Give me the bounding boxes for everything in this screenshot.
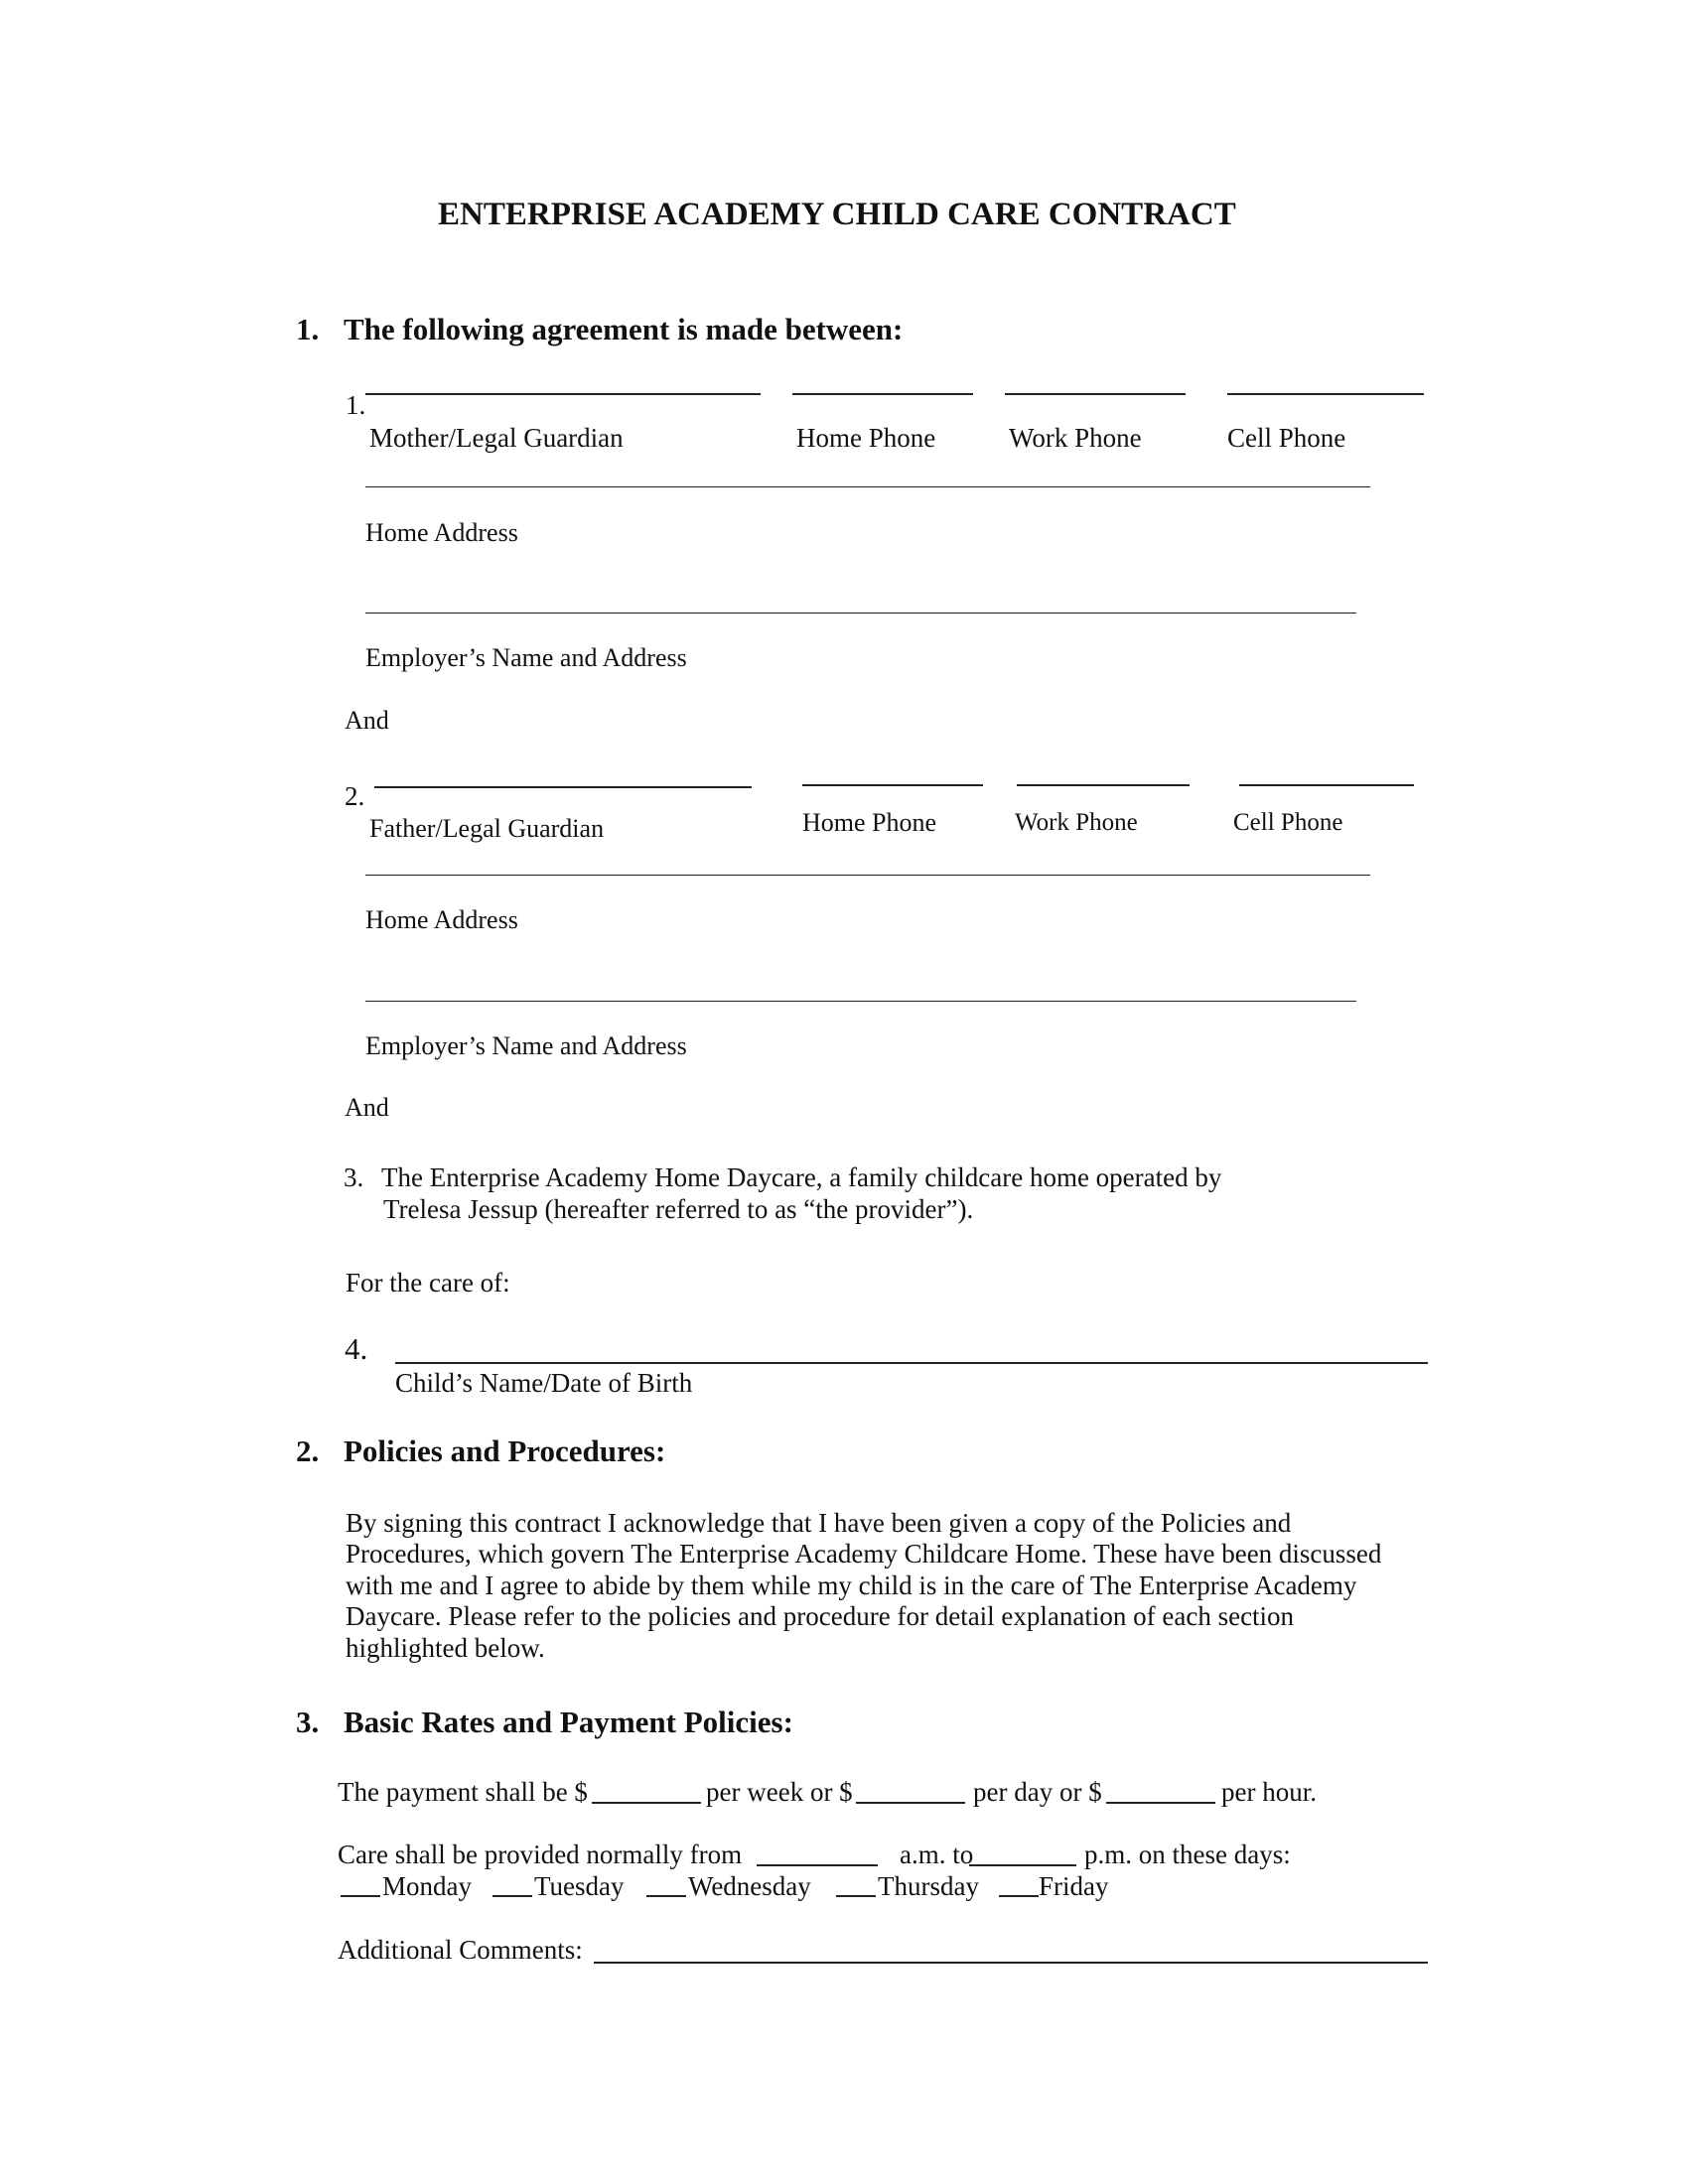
mother-name-field[interactable] xyxy=(365,393,761,395)
party-2-number: 2. xyxy=(345,781,365,811)
additional-comments-field[interactable] xyxy=(594,1962,1428,1964)
monday-checkbox[interactable] xyxy=(341,1895,380,1897)
friday-label: Friday xyxy=(1039,1871,1109,1901)
father-home-phone-label: Home Phone xyxy=(802,808,937,837)
policies-line-3: with me and I agree to abide by them while my child is in the care of The Enterprise Academy xyxy=(346,1570,1357,1600)
policies-line-2: Procedures, which govern The Enterprise Academy Childcare Home. These have been discussed xyxy=(346,1539,1382,1569)
mother-employer-label: Employer’s Name and Address xyxy=(365,643,687,672)
policies-line-1: By signing this contract I acknowledge that I have been given a copy of the Policies and xyxy=(346,1508,1292,1538)
mother-cell-phone-label: Cell Phone xyxy=(1227,423,1346,453)
provider-line-2: Trelesa Jessup (hereafter referred to as “the provider”). xyxy=(383,1194,974,1224)
hours-prefix: Care shall be provided normally from xyxy=(338,1840,743,1869)
policies-line-4: Daycare. Please refer to the policies and procedure for detail explanation of each section xyxy=(346,1601,1295,1631)
section-1-number: 1. xyxy=(296,312,320,346)
section-2-number: 2. xyxy=(296,1433,320,1468)
father-employer-field[interactable] xyxy=(365,1001,1356,1002)
document-title: ENTERPRISE ACADEMY CHILD CARE CONTRACT xyxy=(438,197,1236,232)
thursday-label: Thursday xyxy=(878,1871,979,1901)
per-day-label: per day or $ xyxy=(973,1777,1102,1807)
father-cell-phone-label: Cell Phone xyxy=(1233,809,1343,836)
mother-cell-phone-field[interactable] xyxy=(1227,393,1424,395)
tuesday-checkbox[interactable] xyxy=(492,1895,532,1897)
end-time-field[interactable] xyxy=(969,1864,1076,1866)
child-number: 4. xyxy=(345,1331,368,1366)
policies-line-5: highlighted below. xyxy=(346,1633,545,1663)
daily-rate-field[interactable] xyxy=(856,1802,965,1804)
section-1-heading: The following agreement is made between: xyxy=(344,312,904,346)
father-home-phone-field[interactable] xyxy=(802,784,983,786)
father-work-phone-label: Work Phone xyxy=(1015,809,1138,836)
pm-days-label: p.m. on these days: xyxy=(1084,1840,1291,1869)
and-connector-2: And xyxy=(345,1093,389,1122)
mother-work-phone-label: Work Phone xyxy=(1009,423,1142,453)
mother-employer-field[interactable] xyxy=(365,613,1356,614)
am-to-label: a.m. to xyxy=(900,1840,974,1869)
mother-name-label: Mother/Legal Guardian xyxy=(369,423,624,453)
father-employer-label: Employer’s Name and Address xyxy=(365,1031,687,1060)
section-3-number: 3. xyxy=(296,1705,320,1739)
party-3-number: 3. xyxy=(344,1162,364,1192)
father-address-field[interactable] xyxy=(365,875,1370,876)
father-work-phone-field[interactable] xyxy=(1017,784,1190,786)
wednesday-checkbox[interactable] xyxy=(646,1895,686,1897)
father-address-label: Home Address xyxy=(365,905,518,934)
start-time-field[interactable] xyxy=(757,1864,878,1866)
mother-work-phone-field[interactable] xyxy=(1005,393,1186,395)
mother-home-phone-label: Home Phone xyxy=(796,423,936,453)
weekly-rate-field[interactable] xyxy=(592,1802,701,1804)
mother-address-label: Home Address xyxy=(365,518,518,547)
mother-home-phone-field[interactable] xyxy=(792,393,973,395)
and-connector-1: And xyxy=(345,706,389,735)
section-2-heading: Policies and Procedures: xyxy=(344,1433,666,1468)
child-name-dob-field[interactable] xyxy=(395,1362,1428,1364)
friday-checkbox[interactable] xyxy=(999,1895,1039,1897)
child-name-dob-label: Child’s Name/Date of Birth xyxy=(395,1368,693,1398)
mother-address-field[interactable] xyxy=(365,486,1370,487)
provider-line-1: The Enterprise Academy Home Daycare, a family childcare home operated by xyxy=(381,1162,1222,1192)
hourly-rate-field[interactable] xyxy=(1106,1802,1215,1804)
per-week-label: per week or $ xyxy=(706,1777,853,1807)
additional-comments-label: Additional Comments: xyxy=(338,1935,583,1965)
father-cell-phone-field[interactable] xyxy=(1239,784,1414,786)
payment-prefix: The payment shall be $ xyxy=(338,1777,588,1807)
thursday-checkbox[interactable] xyxy=(836,1895,876,1897)
father-name-field[interactable] xyxy=(374,786,752,788)
monday-label: Monday xyxy=(382,1871,472,1901)
father-name-label: Father/Legal Guardian xyxy=(369,814,605,843)
per-hour-label: per hour. xyxy=(1221,1777,1317,1807)
section-3-heading: Basic Rates and Payment Policies: xyxy=(344,1705,793,1739)
party-1-number: 1. xyxy=(346,390,366,420)
wednesday-label: Wednesday xyxy=(688,1871,811,1901)
tuesday-label: Tuesday xyxy=(534,1871,625,1901)
care-of-label: For the care of: xyxy=(346,1268,510,1297)
